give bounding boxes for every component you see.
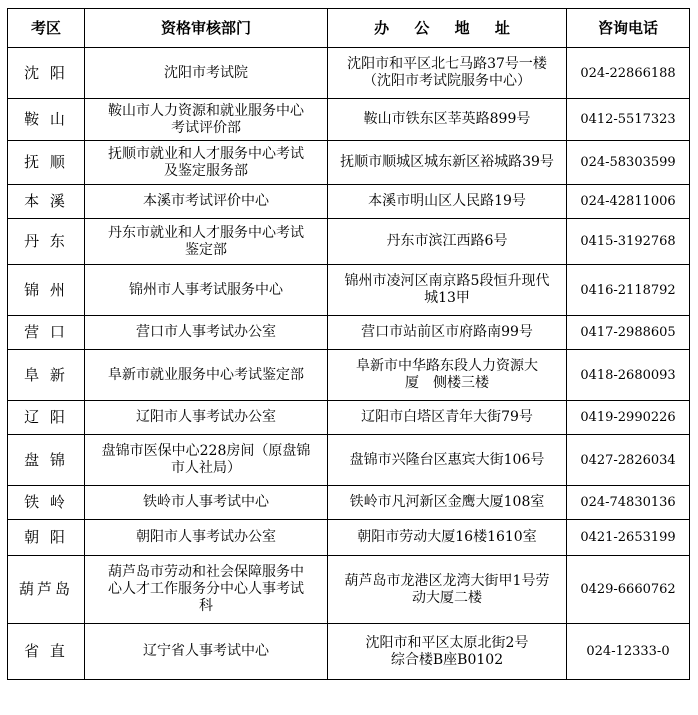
- contact-table-container: [7, 8, 690, 680]
- department-line: 抚顺市就业和人才服务中心考试: [108, 145, 304, 162]
- cell-region: 抚 顺: [8, 141, 85, 185]
- department-line: 鉴定部: [185, 241, 227, 258]
- cell-region: 辽 阳: [8, 401, 85, 435]
- cell-department: [85, 185, 328, 219]
- cell-address: [328, 435, 567, 486]
- cell-region: 丹 东: [8, 219, 85, 265]
- cell-department: [85, 350, 328, 401]
- cell-department: [85, 556, 328, 624]
- cell-phone: 0429-6660762: [567, 556, 690, 624]
- cell-region: 朝 阳: [8, 520, 85, 556]
- department-line: 辽阳市人事考试办公室: [136, 409, 276, 425]
- cell-address: [328, 556, 567, 624]
- cell-region: 盘 锦: [8, 435, 85, 486]
- cell-phone: 0416-2118792: [567, 265, 690, 316]
- address-line: 动大厦二楼: [412, 589, 482, 606]
- cell-phone: 0427-2826034: [567, 435, 690, 486]
- cell-address: [328, 316, 567, 350]
- table-row: [8, 99, 690, 141]
- table-row: [8, 435, 690, 486]
- cell-department: [85, 265, 328, 316]
- cell-phone: 0415-3192768: [567, 219, 690, 265]
- address-line: 沈阳市和平区太原北街2号: [365, 634, 529, 651]
- cell-phone: 024-58303599: [567, 141, 690, 185]
- header-department: 资格审核部门: [85, 9, 328, 48]
- cell-phone: 024-42811006: [567, 185, 690, 219]
- address-line: 营口市站前区市府路南99号: [361, 324, 533, 340]
- address-line: （沈阳市考试院服务中心）: [363, 73, 531, 89]
- table-row: [8, 520, 690, 556]
- department-line: 考试评价部: [171, 119, 241, 136]
- department-line: 科: [199, 598, 213, 614]
- header-region: 考区: [8, 9, 85, 48]
- cell-region: 鞍 山: [8, 99, 85, 141]
- header-address: 办 公 地 址: [328, 9, 567, 48]
- table-row: [8, 141, 690, 185]
- department-line: 葫芦岛市劳动和社会保障服务中: [108, 564, 304, 580]
- cell-phone: 0412-5517323: [567, 99, 690, 141]
- cell-region: 葫芦岛: [8, 556, 85, 624]
- cell-address: [328, 219, 567, 265]
- department-line: 及鉴定服务部: [164, 162, 248, 179]
- department-line: 丹东市就业和人才服务中心考试: [108, 224, 304, 241]
- cell-department: [85, 486, 328, 520]
- address-line: 沈阳市和平区北七马路37号一楼: [347, 56, 547, 72]
- cell-phone: 024-12333-0: [567, 624, 690, 680]
- table-row: [8, 486, 690, 520]
- cell-region: 沈 阳: [8, 48, 85, 99]
- cell-department: [85, 401, 328, 435]
- address-line: 综合楼B座B0102: [390, 651, 504, 668]
- address-line: 本溪市明山区人民路19号: [368, 193, 526, 209]
- department-line: 朝阳市人事考试办公室: [136, 529, 276, 545]
- cell-department: [85, 141, 328, 185]
- cell-address: [328, 48, 567, 99]
- cell-department: [85, 99, 328, 141]
- address-line: 阜新市中华路东段人力资源大: [356, 358, 538, 374]
- cell-phone: 0418-2680093: [567, 350, 690, 401]
- address-line: 鞍山市铁东区莘英路899号: [363, 111, 531, 127]
- department-line: 锦州市人事考试服务中心: [129, 281, 283, 298]
- cell-region: 本 溪: [8, 185, 85, 219]
- department-line: 盘锦市医保中心228房间（原盘锦: [101, 443, 311, 459]
- department-line: 辽宁省人事考试中心: [143, 643, 269, 659]
- cell-region: 营 口: [8, 316, 85, 350]
- address-line: 辽阳市白塔区青年大街79号: [361, 409, 533, 425]
- department-line: 本溪市考试评价中心: [143, 193, 269, 209]
- cell-address: [328, 350, 567, 401]
- cell-department: [85, 48, 328, 99]
- table-body: [8, 48, 690, 680]
- address-line: 抚顺市顺城区城东新区裕城路39号: [340, 154, 554, 170]
- cell-phone: 0419-2990226: [567, 401, 690, 435]
- cell-department: [85, 219, 328, 265]
- cell-department: [85, 435, 328, 486]
- cell-region: 铁 岭: [8, 486, 85, 520]
- department-line: 沈阳市考试院: [164, 64, 248, 81]
- table-row: [8, 219, 690, 265]
- table-row: [8, 316, 690, 350]
- department-line: 阜新市就业服务中心考试鉴定部: [108, 366, 304, 383]
- table-row: [8, 265, 690, 316]
- table-row: [8, 48, 690, 99]
- cell-phone: 024-22866188: [567, 48, 690, 99]
- department-line: 市人社局）: [171, 460, 241, 476]
- department-line: 营口市人事考试办公室: [136, 324, 276, 340]
- department-line: 心人才工作服务分中心人事考试: [108, 581, 304, 597]
- cell-phone: 0417-2988605: [567, 316, 690, 350]
- table-row: [8, 624, 690, 680]
- address-line: 葫芦岛市龙港区龙湾大街甲1号劳: [344, 572, 550, 589]
- cell-phone: 024-74830136: [567, 486, 690, 520]
- department-line: 铁岭市人事考试中心: [143, 494, 269, 510]
- table-row: [8, 185, 690, 219]
- cell-department: [85, 316, 328, 350]
- address-line: 丹东市滨江西路6号: [386, 233, 508, 249]
- address-line: 锦州市凌河区南京路5段恒升现代: [344, 273, 550, 289]
- cell-department: [85, 520, 328, 556]
- cell-address: [328, 185, 567, 219]
- header-phone: 咨询电话: [567, 9, 690, 48]
- table-row: [8, 401, 690, 435]
- cell-address: [328, 99, 567, 141]
- address-line: 盘锦市兴隆台区惠宾大街106号: [349, 451, 545, 468]
- cell-region: 省 直: [8, 624, 85, 680]
- cell-department: [85, 624, 328, 680]
- address-line: 铁岭市凡河新区金鹰大厦108室: [349, 494, 545, 510]
- cell-region: 阜 新: [8, 350, 85, 401]
- cell-address: [328, 265, 567, 316]
- cell-region: 锦 州: [8, 265, 85, 316]
- table-header-row: [8, 9, 690, 48]
- cell-address: [328, 486, 567, 520]
- cell-address: [328, 520, 567, 556]
- cell-address: [328, 624, 567, 680]
- address-line: 朝阳市劳动大厦16楼1610室: [357, 529, 537, 545]
- table-row: [8, 556, 690, 624]
- department-line: 鞍山市人力资源和就业服务中心: [108, 102, 304, 119]
- contact-table: [7, 8, 690, 680]
- address-line: 厦 侧楼三楼: [405, 375, 489, 391]
- cell-address: [328, 141, 567, 185]
- cell-address: [328, 401, 567, 435]
- cell-phone: 0421-2653199: [567, 520, 690, 556]
- address-line: 城13甲: [424, 290, 470, 306]
- table-row: [8, 350, 690, 401]
